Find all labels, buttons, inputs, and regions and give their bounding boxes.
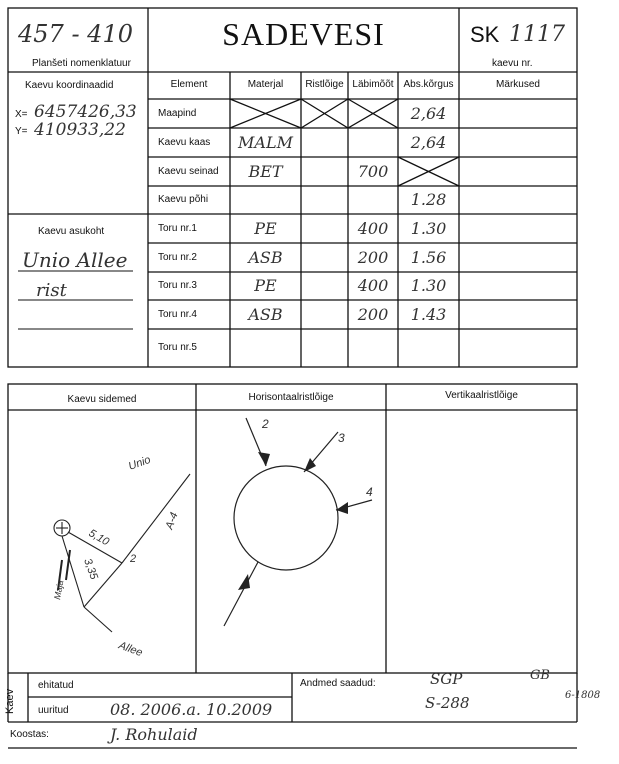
table-row-label: Maapind xyxy=(158,107,197,119)
compiled-label: Koostas: xyxy=(10,729,49,740)
table-cell-material: PE xyxy=(254,218,277,238)
cross-section-sketch xyxy=(224,418,372,626)
table-cell-elevation: 1.56 xyxy=(410,247,447,267)
kaev-label: Kaev xyxy=(4,688,16,714)
table-row-label: Kaevu kaas xyxy=(158,136,211,148)
table-cell-elevation: 1.28 xyxy=(410,190,447,209)
sketch-right-mark: A-4 xyxy=(163,510,181,532)
nomenclature-label: Planšeti nomenklatuur xyxy=(32,58,131,69)
table-row-label: Toru nr.5 xyxy=(158,342,197,353)
table-cell-elevation: 2,64 xyxy=(410,132,447,152)
x-label: X= xyxy=(15,109,28,120)
cross-label-4: 4 xyxy=(366,485,373,499)
ties-sketch xyxy=(54,474,190,632)
table-cell-elevation: 1.43 xyxy=(410,304,447,324)
table-cell-diameter: 200 xyxy=(357,247,389,267)
data-source-label: Andmed saadud: xyxy=(300,678,376,689)
sketch-street-bottom: Allee xyxy=(116,639,145,660)
data-source-value3: GB xyxy=(530,668,550,683)
column-header: Ristlõige xyxy=(305,79,344,90)
sketch-dist1: 5,10 xyxy=(86,527,112,549)
ties-title: Kaevu sidemed xyxy=(67,394,137,405)
compiled-value: J. Rohulaid xyxy=(110,725,198,744)
table-cell-material: ASB xyxy=(248,247,283,267)
y-value: 410933,22 xyxy=(34,120,126,140)
data-source-value2: S-288 xyxy=(425,694,470,712)
table-cell-diameter: 200 xyxy=(357,304,389,324)
table-cell-material: BET xyxy=(248,161,283,181)
sketch-dist2: 3,35 xyxy=(81,556,100,582)
data-source-value1: SGP xyxy=(430,670,463,688)
table-cell-diameter: 400 xyxy=(357,218,389,238)
table-cell-elevation: 2,64 xyxy=(410,103,447,123)
table-cell-elevation: 1.30 xyxy=(410,218,447,238)
sketch-house-mark: Maja xyxy=(52,579,66,601)
table-cell-elevation: 1.30 xyxy=(410,276,447,295)
x-value: 6457426,33 xyxy=(34,102,137,122)
built-label: ehitatud xyxy=(38,680,74,691)
data-source-value4: 6-1808 xyxy=(565,690,601,701)
table-cell-material: MALM xyxy=(238,132,293,152)
table-row-label: Toru nr.1 xyxy=(158,222,197,234)
table-row-label: Toru nr.2 xyxy=(158,251,197,263)
table-cell-material: ASB xyxy=(248,304,283,324)
table-row-label: Toru nr.3 xyxy=(158,280,197,291)
table-row-label: Toru nr.4 xyxy=(158,308,197,320)
page-title: SADEVESI xyxy=(222,16,385,52)
nomenclature-value: 457 - 410 xyxy=(18,20,133,48)
column-header: Läbimõõt xyxy=(352,79,394,90)
column-header: Materjal xyxy=(247,79,284,90)
table-cell-diameter: 400 xyxy=(357,276,389,295)
location-line2: rist xyxy=(36,280,67,301)
sketch-num2: 2 xyxy=(130,553,137,565)
well-label: kaevu nr. xyxy=(492,58,533,69)
location-label: Kaevu asukoht xyxy=(38,226,105,237)
y-label: Y= xyxy=(15,126,28,137)
horizontal-section-title: Horisontaalristlõige xyxy=(248,392,334,403)
table-row-label: Kaevu seinad xyxy=(158,165,219,177)
coordinates-label: Kaevu koordinaadid xyxy=(25,80,114,91)
well-number: 1117 xyxy=(509,22,565,47)
column-header: Abs.kõrgus xyxy=(403,79,454,90)
cross-label-2: 2 xyxy=(262,417,269,431)
vertical-section-title: Vertikaalristlõige xyxy=(445,390,518,401)
column-header: Element xyxy=(170,79,208,90)
cross-label-3: 3 xyxy=(338,431,345,445)
sketch-street-top: Unio xyxy=(126,453,153,473)
column-header: Märkused xyxy=(496,79,540,90)
surveyed-label: uuritud xyxy=(38,705,69,716)
well-prefix: SK xyxy=(470,22,500,47)
surveyed-value: 08. 2006.a. 10.2009 xyxy=(110,700,273,719)
table-cell-material: PE xyxy=(254,276,277,295)
table-cell-diameter: 700 xyxy=(357,161,389,181)
location-line1: Unio Allee xyxy=(22,248,128,272)
table-row-label: Kaevu põhi xyxy=(158,194,209,205)
